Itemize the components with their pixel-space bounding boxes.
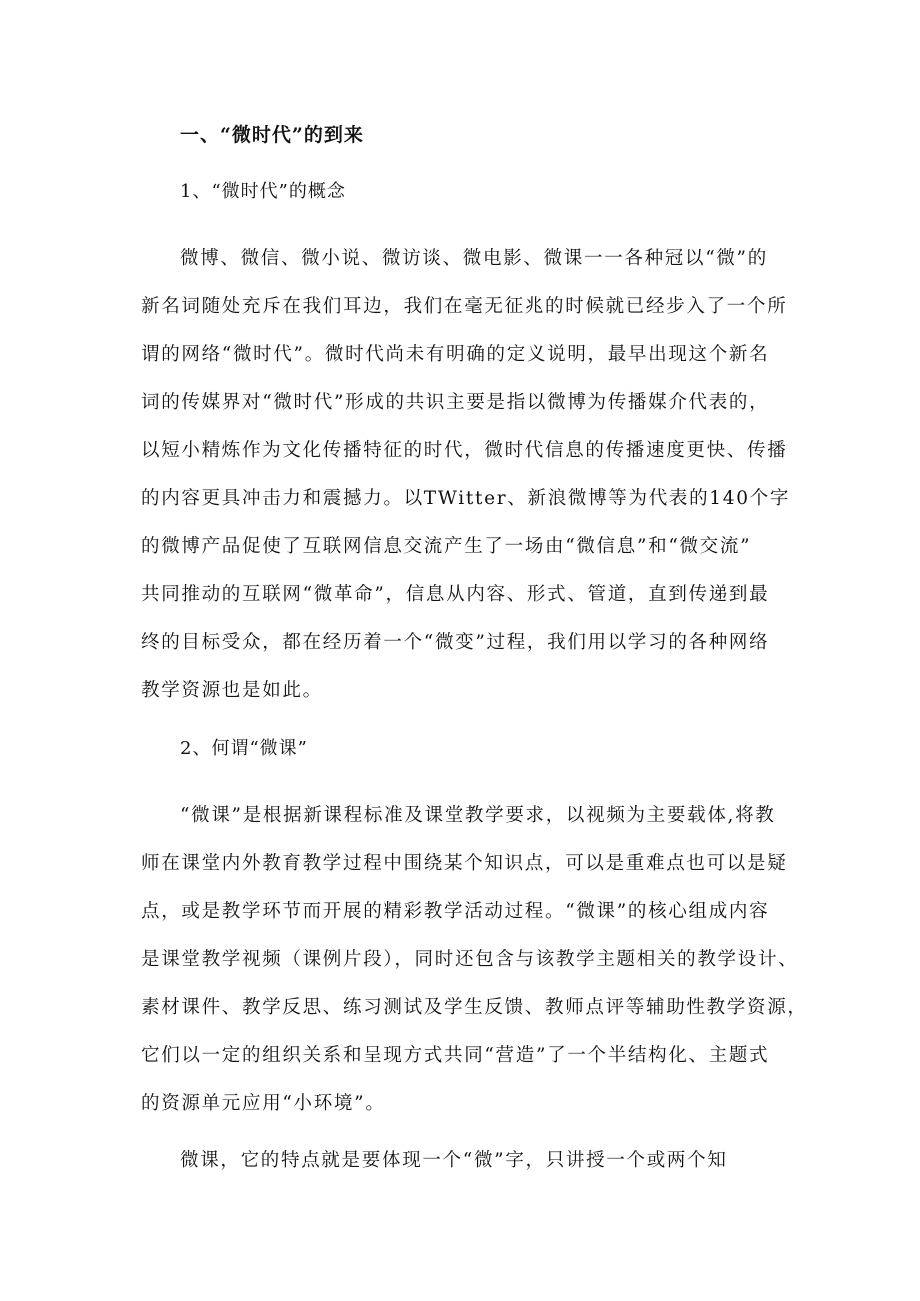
text-line: 点，或是教学环节而开展的精彩教学活动过程。“微课”的核心组成内容 — [141, 901, 770, 922]
text-line: 的资源单元应用“小环境”。 — [141, 1093, 386, 1114]
text-line: 谓的网络“微时代”。微时代尚未有明确的定义说明，最早出现这个新名 — [141, 344, 770, 365]
text-line: 终的目标受众，都在经历着一个“微变”过程，我们用以学习的各种网络 — [141, 632, 770, 653]
text-line: 的微博产品促使了互联网信息交流产生了一场由“微信息”和“微交流” — [141, 536, 752, 557]
text-line: 是课堂教学视频（课例片段），同时还包含与该教学主题相关的教学设计、 — [141, 949, 799, 970]
text-line: 素材课件、教学反思、练习测试及学生反馈、教师点评等辅助性教学资源， — [141, 997, 808, 1018]
text-line: 师在课堂内外教育教学过程中围绕某个知识点，可以是重难点也可以是疑 — [141, 853, 788, 874]
text-line: 微课，它的特点就是要体现一个“微”字，只讲授一个或两个知 — [180, 1150, 728, 1171]
section-heading: 一、“微时代”的到来 — [180, 124, 364, 146]
text-line: “微课”是根据新课程标准及课堂教学要求，以视频为主要载体,将教 — [180, 805, 776, 826]
text-line: 以短小精炼作为文化传播特征的时代，微时代信息的传播速度更快、传播 — [141, 440, 788, 461]
text-line: 它们以一定的组织关系和呈现方式共同“营造”了一个半结构化、主题式 — [141, 1045, 770, 1066]
text-line: 教学资源也是如此。 — [141, 680, 323, 701]
text-line: 词的传媒界对“微时代”形成的共识主要是指以微博为传播媒介代表的， — [141, 392, 770, 413]
text-line: 的内容更具冲击力和震撼力。以TWitter、新浪微博等为代表的140个字 — [141, 488, 791, 509]
text-line: 共同推动的互联网“微革命”，信息从内容、形式、管道，直到传递到最 — [141, 584, 770, 605]
subsection-heading-microlesson: 2、何谓“微课” — [180, 738, 308, 759]
text-line: 微博、微信、微小说、微访谈、微电影、微课一一各种冠以“微”的 — [180, 248, 768, 269]
subsection-heading-concept: 1、“微时代”的概念 — [180, 181, 346, 202]
text-line: 新名词随处充斥在我们耳边，我们在毫无征兆的时候就已经步入了一个所 — [141, 296, 788, 317]
